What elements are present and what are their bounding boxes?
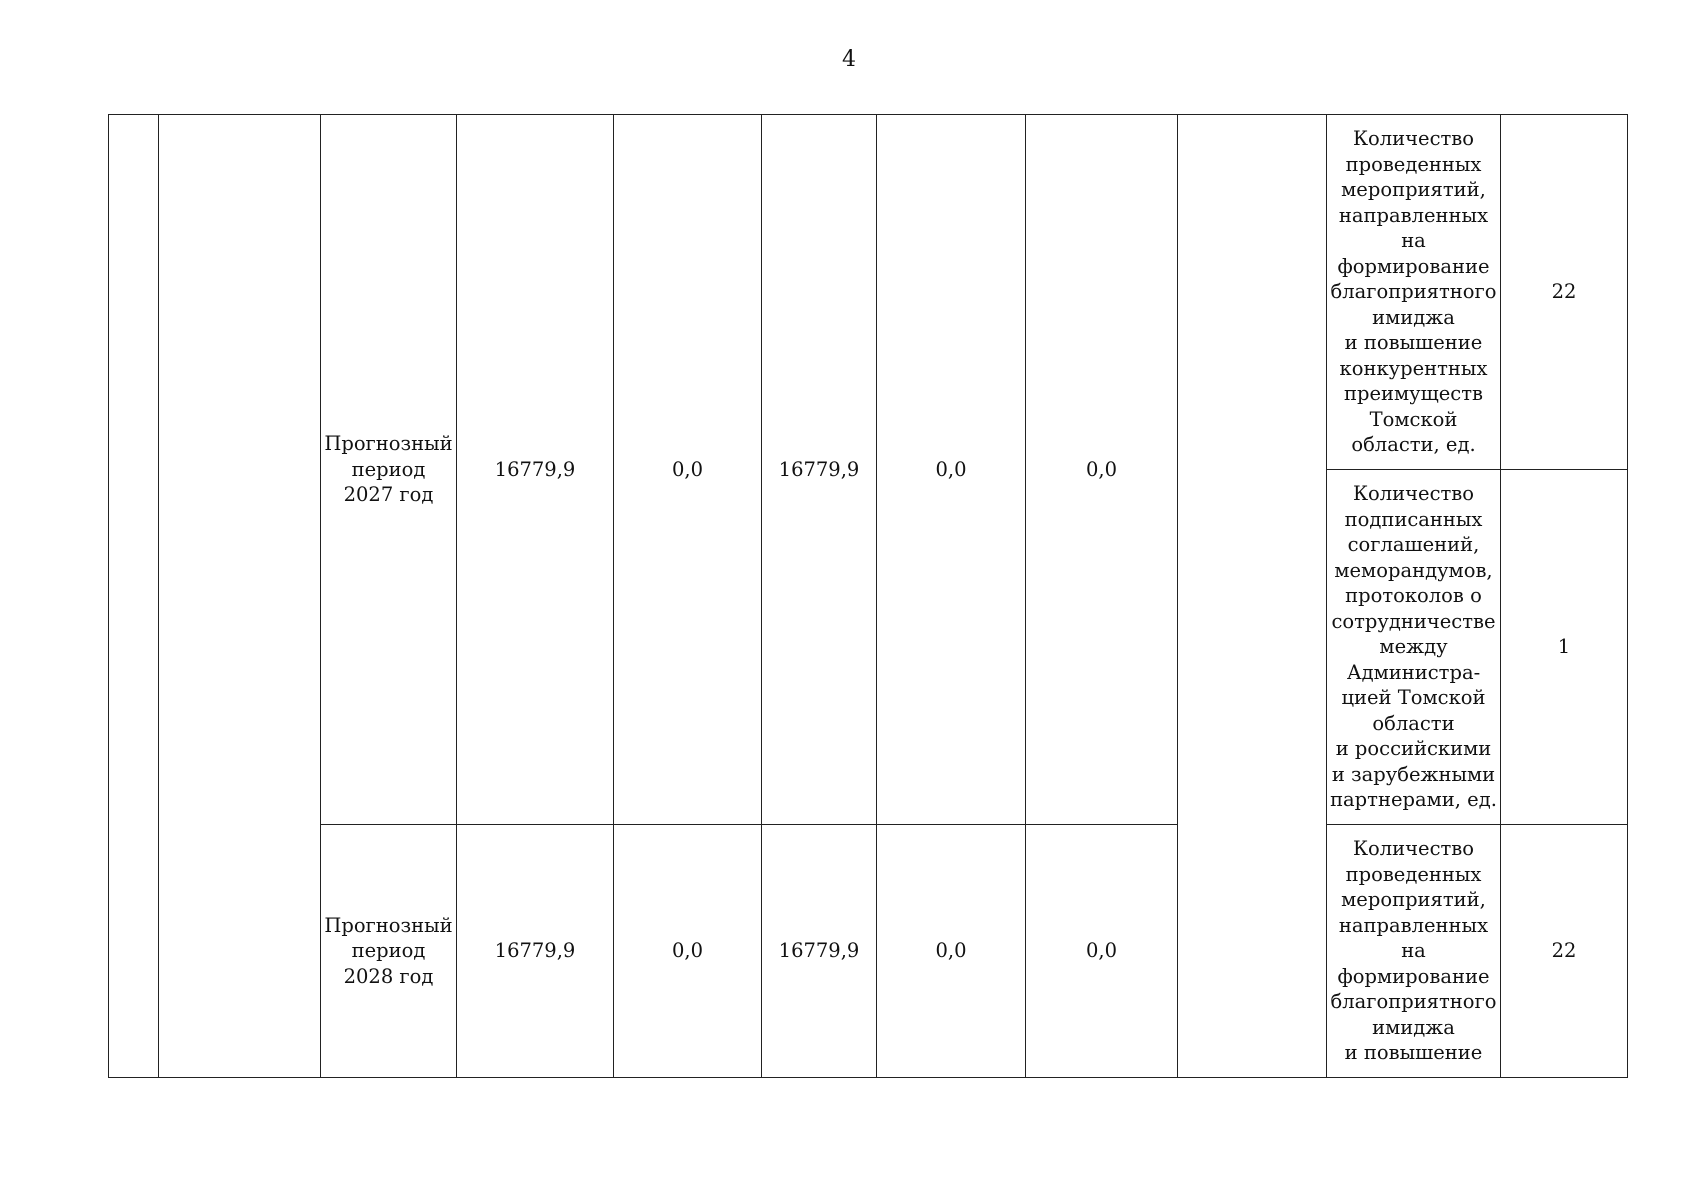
number-cell [109,115,159,1078]
period-cell [321,115,457,825]
indicator-name-cell [1327,115,1501,470]
federal-budget-cell: 0,0 [614,825,762,1078]
federal-budget-cell: 0,0 [614,115,762,825]
participant-cell [1178,115,1327,1078]
total-funding-cell: 16779,9 [457,115,614,825]
local-budget-cell: 0,0 [877,115,1026,825]
period-label: Прогнозный период 2028 год [324,913,453,988]
indicator-name: Количество проведенных мероприятий, направленных на формирование благоприятного имиджа и повышение [1330,837,1497,1065]
indicator-name-cell [1327,470,1501,825]
task-name-cell [159,115,321,1078]
indicator-name-cell [1327,825,1501,1078]
page-number: 4 [842,47,856,72]
table-row [109,825,1628,1078]
regional-budget-cell: 16779,9 [762,115,877,825]
other-sources-cell: 0,0 [1026,115,1178,825]
total-funding-cell: 16779,9 [457,825,614,1078]
indicator-name: Количество проведенных мероприятий, направленных на формирование благоприятного имиджа и повышение конкурентных преимуществ Томской области, ед. [1330,127,1497,457]
regional-budget-cell: 16779,9 [762,825,877,1078]
indicator-value-cell: 22 [1501,825,1628,1078]
local-budget-cell: 0,0 [877,825,1026,1078]
period-cell [321,825,457,1078]
other-sources-cell: 0,0 [1026,825,1178,1078]
period-label: Прогнозный период 2027 год [324,432,453,507]
indicator-value-cell: 22 [1501,115,1628,470]
indicator-name: Количество подписанных соглашений, меморандумов, протоколов о сотрудничестве между Администра- цией Томской области и российскими и зарубежными партнерами, ед. [1330,482,1497,812]
table-row [109,115,1628,470]
budget-table [108,114,1628,1078]
indicator-value-cell: 1 [1501,470,1628,825]
